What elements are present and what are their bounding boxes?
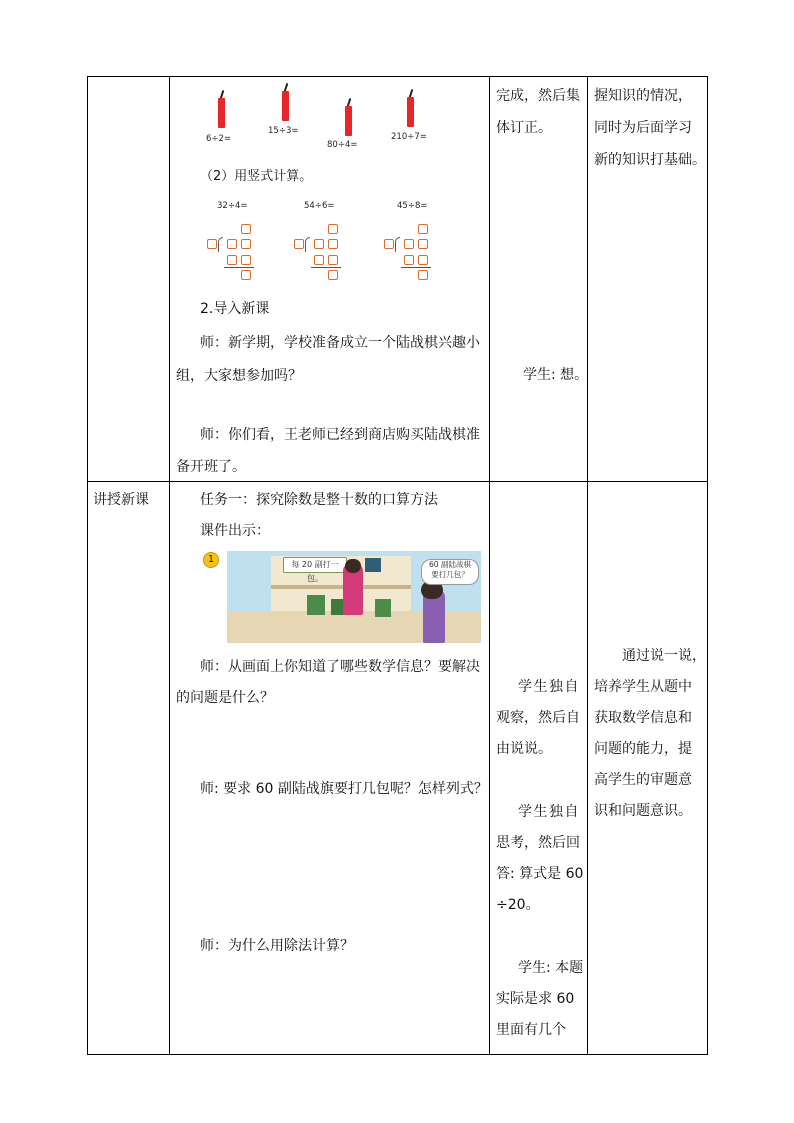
bubble-line: 60 副陆战棋: [429, 560, 471, 569]
answer-box[interactable]: [294, 239, 304, 249]
col-divider-3: [587, 76, 588, 1055]
design-intent: 培养学生从题中: [594, 679, 692, 695]
design-intent: 高学生的审题意: [594, 772, 692, 788]
teacher-hair: [345, 559, 361, 573]
table-top-border: [87, 76, 708, 77]
design-intent: 通过说一说，: [622, 648, 706, 664]
answer-box[interactable]: [227, 239, 237, 249]
answer-box[interactable]: [404, 255, 414, 265]
design-intent: 新的知识打基础。: [594, 152, 706, 168]
col-divider-2: [489, 76, 490, 1055]
answer-box[interactable]: [241, 255, 251, 265]
answer-box[interactable]: [207, 239, 217, 249]
student-activity: 由说说。: [496, 741, 552, 757]
shelf-board: [271, 585, 411, 589]
bubble-line: 要打几包？: [431, 570, 469, 579]
student-activity: 观察，然后自: [496, 710, 580, 726]
answer-box[interactable]: [227, 255, 237, 265]
division-bracket: [305, 237, 310, 252]
classroom-illustration: [227, 551, 481, 643]
student-activity: 答: 算式是 60: [496, 866, 584, 882]
answer-box[interactable]: [328, 224, 338, 234]
vertical-calc-title: （2）用竖式计算。: [200, 169, 313, 184]
firecracker-icon: [218, 98, 225, 128]
vertical-problem-2: 54÷6=: [304, 201, 335, 211]
firecracker-icon: [407, 97, 414, 127]
answer-box[interactable]: [314, 239, 324, 249]
intro-heading: 2.导入新课: [200, 301, 270, 317]
student-activity: 学生独自: [518, 679, 580, 695]
student-activity: 体订正。: [496, 120, 552, 136]
design-intent: 问题的能力，提: [594, 741, 692, 757]
firecracker-problem-1: 6÷2=: [206, 134, 232, 144]
design-intent: 识和问题意识。: [594, 803, 692, 819]
teacher-question: 的问题是什么？: [176, 690, 274, 706]
problem-number-badge: 1: [203, 552, 219, 568]
answer-box[interactable]: [418, 255, 428, 265]
box-icon: [365, 558, 381, 572]
division-bracket: [218, 237, 223, 252]
chess-pack-icon: [375, 599, 391, 617]
underline: [224, 267, 254, 268]
student-activity: 思考，然后回: [496, 835, 580, 851]
answer-box[interactable]: [241, 224, 251, 234]
row-divider: [87, 481, 708, 482]
teacher-line: 备开班了。: [176, 459, 246, 475]
answer-box[interactable]: [418, 239, 428, 249]
task-heading: 任务一：探究除数是整十数的口算方法: [200, 492, 438, 508]
underline: [311, 267, 341, 268]
teacher-question: 师：从画面上你知道了哪些数学信息？要解决: [200, 659, 480, 675]
student-activity: 学生独自: [518, 804, 580, 820]
design-intent: 同时为后面学习: [594, 120, 692, 136]
vertical-problem-1: 32÷4=: [217, 201, 248, 211]
design-intent: 握知识的情况，: [594, 88, 692, 104]
design-intent: 获取数学信息和: [594, 710, 692, 726]
student-activity: 里面有几个: [496, 1022, 566, 1038]
firecracker-icon: [282, 91, 289, 121]
student-answer: 学生: 想。: [523, 367, 589, 383]
firecracker-icon: [345, 106, 352, 136]
teacher-line: 师：你们看，王老师已经到商店购买陆战棋准: [200, 427, 480, 443]
stage-label: 讲授新课: [93, 492, 149, 508]
speech-bubble: [421, 559, 479, 585]
sign-label: 每 20 副打一包。: [283, 557, 347, 573]
student-activity: 学生: 本题: [518, 960, 584, 976]
table-right-border: [707, 76, 708, 1055]
firecracker-problem-4: 210÷7=: [391, 132, 427, 142]
vertical-problem-3: 45÷8=: [397, 201, 428, 211]
student-activity: 完成，然后集: [496, 88, 580, 104]
answer-box[interactable]: [328, 239, 338, 249]
answer-box[interactable]: [314, 255, 324, 265]
table-left-border: [87, 76, 88, 1055]
teacher-question: 师: 要求 60 副陆战旗要打几包呢？怎样列式？: [200, 781, 488, 797]
teacher-line: 师：新学期，学校准备成立一个陆战棋兴趣小: [200, 335, 480, 351]
answer-box[interactable]: [404, 239, 414, 249]
answer-box[interactable]: [418, 270, 428, 280]
answer-box[interactable]: [418, 224, 428, 234]
answer-box[interactable]: [241, 270, 251, 280]
student-activity: 实际是求 60: [496, 991, 575, 1007]
teacher-line: 组，大家想参加吗？: [176, 368, 302, 384]
division-bracket: [395, 237, 400, 252]
chess-pack-icon: [307, 595, 325, 615]
courseware-label: 课件出示：: [200, 523, 270, 539]
firecracker-problem-3: 80÷4=: [327, 140, 358, 150]
col-divider-1: [169, 76, 170, 1055]
answer-box[interactable]: [384, 239, 394, 249]
table-bottom-border: [87, 1054, 708, 1055]
underline: [401, 267, 431, 268]
answer-box[interactable]: [241, 239, 251, 249]
answer-box[interactable]: [328, 255, 338, 265]
firecracker-problem-2: 15÷3=: [268, 126, 299, 136]
student-activity: ÷20。: [496, 897, 540, 913]
teacher-question: 师：为什么用除法计算？: [200, 938, 354, 954]
answer-box[interactable]: [328, 270, 338, 280]
